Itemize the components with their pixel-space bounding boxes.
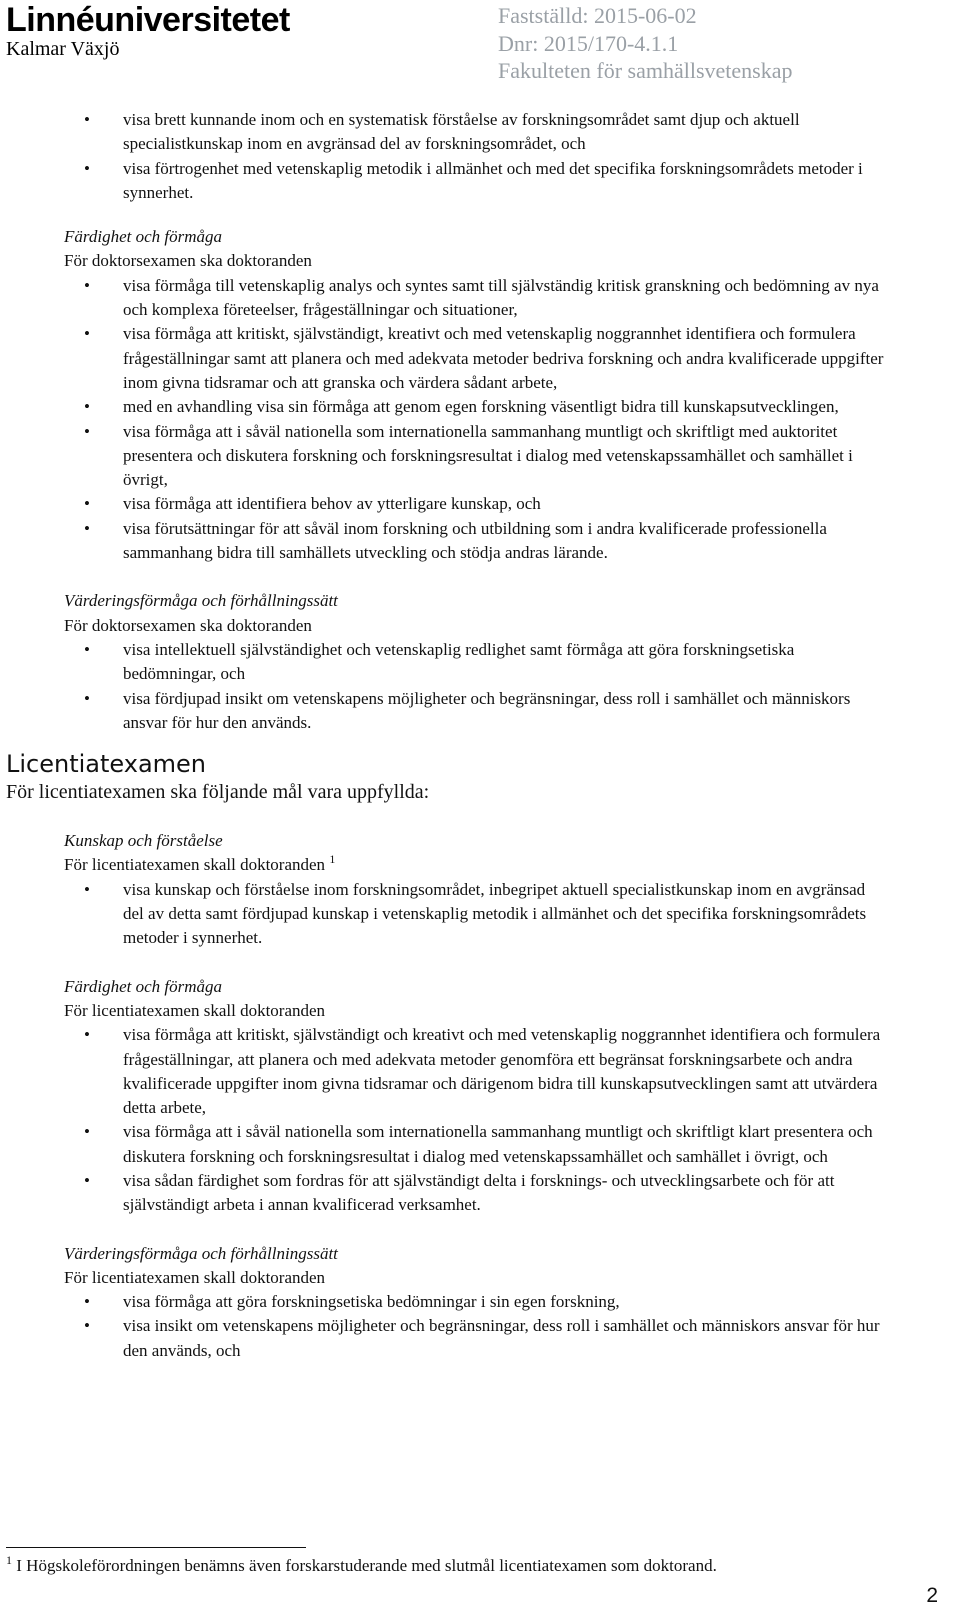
list-item-text: visa insikt om vetenskapens möjligheter och begränsningar, dess roll i samhället och människors ansvar för hur den används, och xyxy=(123,1316,880,1360)
footnote-number: 1 xyxy=(6,1553,12,1567)
list-item-text: visa förmåga att i såväl nationella som internationella sammanhang muntligt och skriftligt med auktoritet presentera och diskutera forskning och forskningsresultat i dialog med vetenskapssamhället och samhället i övrigt, xyxy=(123,421,853,490)
bullet-icon: • xyxy=(84,1292,90,1312)
document-body xyxy=(0,108,960,1363)
doctoral-knowledge-list xyxy=(0,108,888,205)
doctoral-skills-heading: Färdighet och förmåga xyxy=(64,227,223,247)
footnote-text: I Högskoleförordningen benämns även forskarstuderande med slutmål licentiatexamen som doktorand. xyxy=(12,1556,717,1575)
list-item xyxy=(84,492,888,516)
list-item-text: visa förtrogenhet med vetenskaplig metodik i allmänhet och med det specifika forskningsområdets metoder i synnerhet. xyxy=(123,158,863,202)
list-item xyxy=(84,157,888,206)
lic-skills-list xyxy=(0,1023,888,1217)
lic-skills-lead: För licentiatexamen skall doktoranden xyxy=(64,1000,326,1020)
list-item xyxy=(84,108,888,157)
lic-values-heading: Värderingsförmåga och förhållningssätt xyxy=(64,1243,338,1263)
lic-knowledge-heading: Kunskap och förståelse xyxy=(64,831,223,851)
bullet-icon: • xyxy=(84,1316,90,1336)
list-item-text: visa förutsättningar för att såväl inom forskning och utbildning som i andra kvalificerade professionella sammanhang bidra till samhällets utveckling och stödja andras lärande. xyxy=(123,518,827,563)
licentiate-title: Licentiatexamen xyxy=(6,750,207,779)
lic-knowledge-lead: För licentiatexamen skall doktoranden xyxy=(64,855,326,875)
footnote xyxy=(6,1554,717,1578)
list-item xyxy=(84,1023,888,1120)
lic-values-list xyxy=(0,1290,888,1363)
list-item xyxy=(84,1290,888,1314)
bullet-icon: • xyxy=(84,158,90,178)
list-item-text: visa brett kunnande inom och en systematisk förståelse av forskningsområdet samt djup och aktuell specialistkunskap inom en avgränsad del av forskningsområdet, och xyxy=(123,110,800,154)
doctoral-values-list xyxy=(0,638,888,735)
doctoral-skills-lead: För doktorsexamen ska doktoranden xyxy=(64,251,312,271)
doctoral-skills-list xyxy=(0,274,888,566)
list-item xyxy=(84,878,888,951)
list-item-text: visa förmåga att kritiskt, självständigt, kreativt och med vetenskaplig noggrannhet identifiera och formulera frågeställningar samt att planera och med adekvata metoder bedriva forskning och andra kvalificerade uppgifter inom givna tidsramar och att granska och värdera sådant arbete, xyxy=(123,324,884,392)
lic-skills-heading: Färdighet och förmåga xyxy=(64,976,223,996)
list-item-text: visa förmåga att göra forskningsetiska bedömningar i sin egen forskning, xyxy=(123,1292,620,1312)
list-item xyxy=(84,420,888,493)
footnote-separator xyxy=(6,1547,306,1548)
bullet-icon: • xyxy=(84,494,90,514)
bullet-icon: • xyxy=(84,275,90,295)
list-item xyxy=(84,1314,888,1363)
page-number: 2 xyxy=(926,1584,938,1607)
bullet-icon: • xyxy=(84,397,90,417)
lic-values-lead: För licentiatexamen skall doktoranden xyxy=(64,1267,326,1287)
list-item-text: visa intellektuell självständighet och vetenskaplig redlighet samt förmåga att göra forskningsetiska bedömningar, och xyxy=(123,639,795,684)
bullet-icon: • xyxy=(84,879,90,899)
bullet-icon: • xyxy=(84,110,90,129)
bullet-icon: • xyxy=(84,518,90,538)
list-item xyxy=(84,687,888,736)
list-item xyxy=(84,517,888,566)
bullet-icon: • xyxy=(84,1025,90,1045)
list-item xyxy=(84,274,888,323)
list-item xyxy=(84,322,888,395)
document-header-meta xyxy=(498,2,792,85)
faculty-name: Fakulteten för samhällsvetenskap xyxy=(498,58,793,83)
bullet-icon: • xyxy=(84,639,90,659)
list-item xyxy=(84,395,888,419)
footnote-ref: 1 xyxy=(329,852,336,867)
lic-knowledge-list xyxy=(0,878,888,951)
registration-number: Dnr: 2015/170-4.1.1 xyxy=(498,30,679,56)
bullet-icon: • xyxy=(84,1170,90,1190)
list-item-text: med en avhandling visa sin förmåga att genom egen forskning väsentligt bidra till kunskapsutvecklingen, xyxy=(123,397,839,417)
bullet-icon: • xyxy=(84,1122,90,1142)
list-item-text: visa förmåga att i såväl nationella som internationella sammanhang muntligt och skriftligt klart presentera och diskutera forskning och forskningsresultat i dialog med vetenskapssamhället och samhället i övrigt, och xyxy=(123,1122,873,1166)
list-item-text: visa förmåga till vetenskaplig analys och syntes samt till självständig kritisk granskning och bedömning av nya och komplexa företeelser, frågeställningar och situationer, xyxy=(123,275,879,320)
list-item-text: visa kunskap och förståelse inom forskningsområdet, inbegripet aktuell specialistkunskap inom en avgränsad del av detta samt fördjupad kunskap i vetenskaplig metodik i allmänhet och det specifika forskningsområdets metoder i synnerhet. xyxy=(123,879,867,948)
list-item-text: visa sådan färdighet som fordras för att självständigt delta i forsknings- och utvecklingsarbete och för att självständigt arbeta i annan kvalificerad verksamhet. xyxy=(123,1170,835,1215)
licentiate-intro: För licentiatexamen ska följande mål vara uppfyllda: xyxy=(6,781,430,804)
list-item-text: visa förmåga att kritiskt, självständigt och kreativt och med vetenskaplig noggrannhet identifiera och formulera frågeställningar, att planera och med adekvata metoder genomföra ett begränsat forskningsarbete och andra kvalificerade uppgifter inom givna tidsramar och därigenom bidra till kunskapsutvecklingen samt att utvärdera detta arbete, xyxy=(123,1025,881,1118)
list-item xyxy=(84,1120,888,1169)
bullet-icon: • xyxy=(84,324,90,344)
established-date: Fastställd: 2015-06-02 xyxy=(498,3,697,28)
bullet-icon: • xyxy=(84,421,90,441)
list-item-text: visa fördjupad insikt om vetenskapens möjligheter och begränsningar, dess roll i samhället och människors ansvar för hur den används. xyxy=(123,688,851,732)
logo-name: Linnéuniversitetet xyxy=(6,1,290,39)
doctoral-values-lead: För doktorsexamen ska doktoranden xyxy=(64,615,312,635)
bullet-icon: • xyxy=(84,688,90,708)
doctoral-values-heading: Värderingsförmåga och förhållningssätt xyxy=(64,591,338,611)
university-logo xyxy=(6,2,290,60)
list-item xyxy=(84,1169,888,1218)
lic-knowledge-lead-line xyxy=(64,853,960,877)
list-item-text: visa förmåga att identifiera behov av ytterligare kunskap, och xyxy=(123,494,541,514)
logo-cities: Kalmar Växjö xyxy=(6,38,120,60)
list-item xyxy=(84,638,888,687)
